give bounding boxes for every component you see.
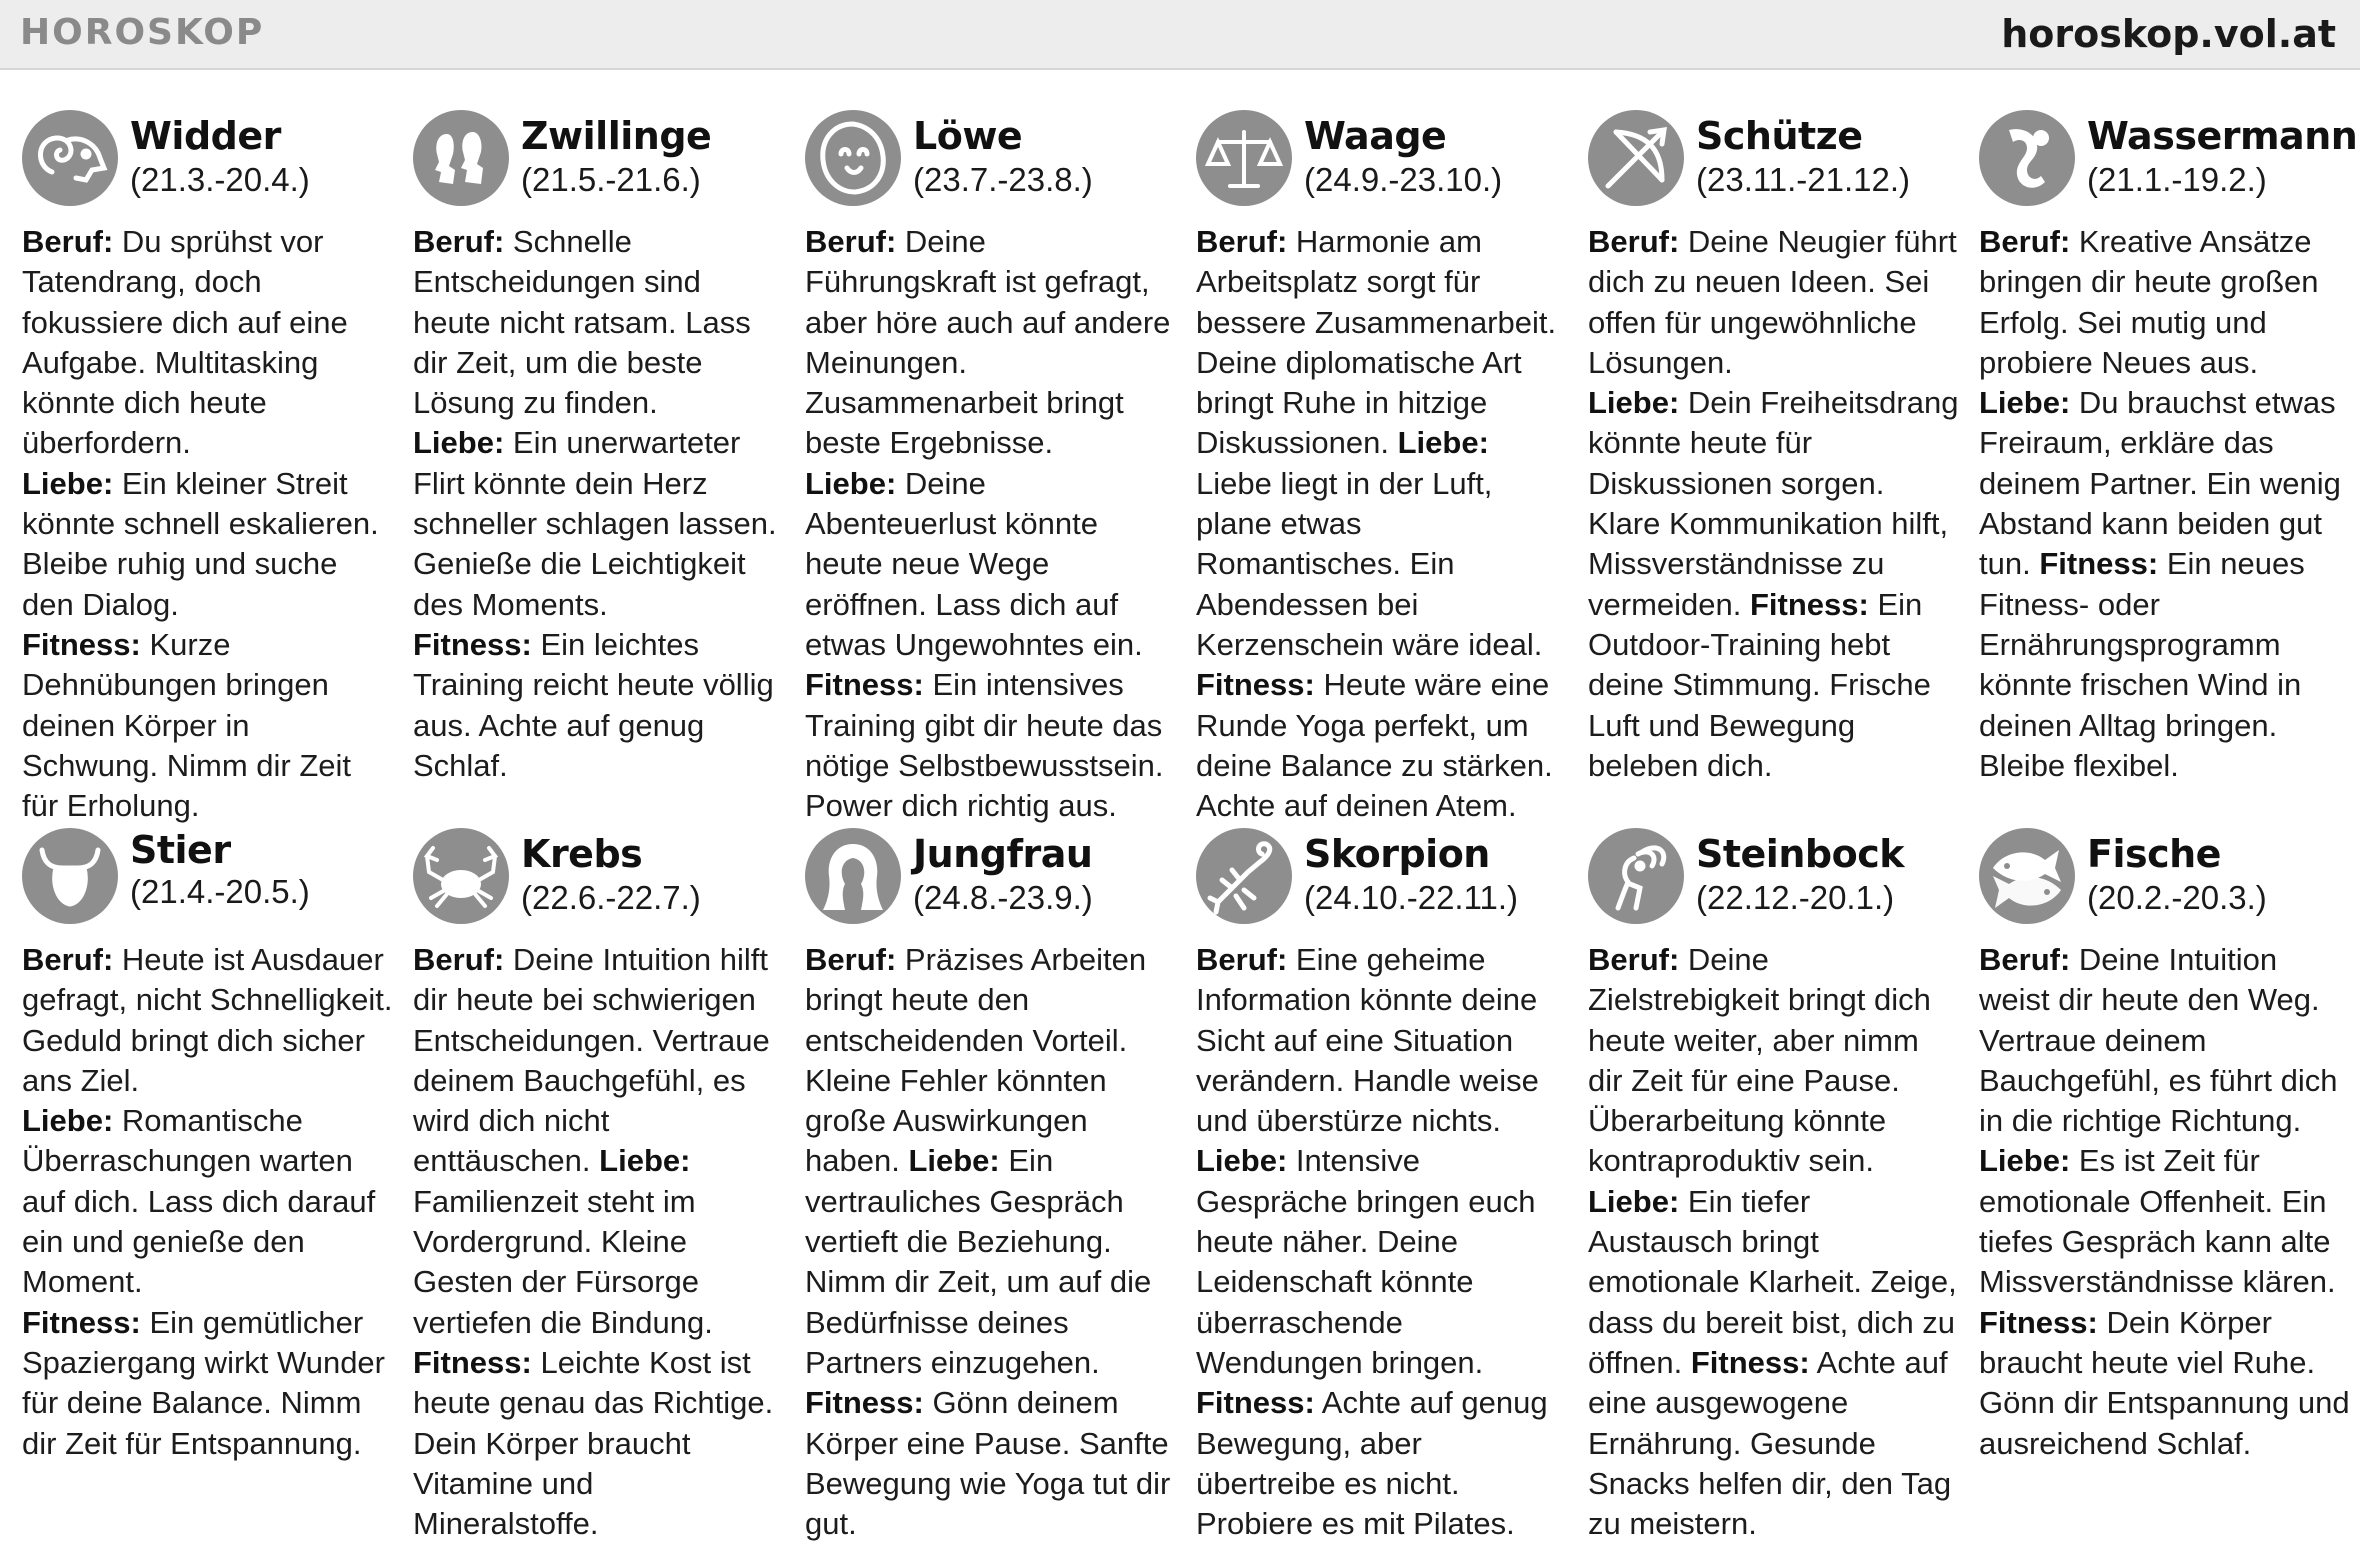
beruf-label: Beruf:	[1588, 942, 1680, 977]
liebe-text: Dein Freiheitsdrang könnte heute für Diskussionen sorgen. Klare Kommunikation hilft, Missverständnisse zu vermeiden.	[1588, 385, 1959, 622]
beruf-label: Beruf:	[1588, 224, 1680, 259]
beruf-label: Beruf:	[1196, 224, 1288, 259]
sign-name: Fische	[2087, 832, 2221, 876]
horoscope-grid	[0, 68, 2360, 1542]
sign-name: Stier	[130, 828, 231, 872]
liebe-label: Liebe:	[413, 425, 505, 461]
sign-text	[1588, 940, 1960, 1544]
fitness-text: Ein intensives Training gibt dir heute das nötige Selbstbewusstsein. Power dich richtig aus.	[805, 667, 1164, 824]
sign-name: Jungfrau	[913, 832, 1093, 876]
liebe-label: Liebe:	[1588, 385, 1680, 421]
beruf-text: Harmonie am Arbeitsplatz sorgt für bessere Zusammenarbeit. Deine diplomatische Art bringt Ruhe in hitzige Diskussionen.	[1196, 224, 1557, 461]
fitness-label: Fitness:	[805, 1385, 924, 1421]
sign-name: Löwe	[913, 114, 1023, 158]
fitness-label: Fitness:	[1196, 667, 1315, 703]
sign-dates: (24.10.-22.11.)	[1304, 879, 1519, 916]
liebe-text: Ein unerwarteter Flirt könnte dein Herz schneller schlagen lassen. Genieße die Leichtigkeit des Moments.	[413, 425, 777, 622]
sign-dates: (21.1.-19.2.)	[2087, 161, 2267, 198]
beruf-label: Beruf:	[413, 224, 505, 259]
sign-text	[22, 940, 394, 1464]
liebe-label: Liebe:	[599, 1143, 691, 1179]
fitness-label: Fitness:	[1196, 1385, 1315, 1421]
liebe-label: Liebe:	[805, 465, 897, 501]
fitness-label: Fitness:	[22, 1304, 141, 1340]
liebe-label: Liebe:	[22, 465, 114, 501]
header-bar	[0, 0, 2360, 70]
sign-name: Wassermann	[2087, 114, 2358, 158]
beruf-label: Beruf:	[805, 224, 897, 259]
twins-icon	[413, 110, 509, 206]
sign-name: Krebs	[521, 832, 643, 876]
fitness-label: Fitness:	[413, 1344, 532, 1380]
sign-text	[1588, 222, 1960, 786]
sign-dates: (20.2.-20.3.)	[2087, 879, 2267, 916]
beruf-text: Deine Intuition hilft dir heute bei schwierigen Entscheidungen. Vertraue deinem Bauchgefühl, es wird dich nicht enttäuschen.	[413, 942, 770, 1179]
fitness-text: Ein Outdoor-Training hebt deine Stimmung. Frische Luft und Bewegung beleben dich.	[1588, 586, 1931, 783]
fitness-text: Ein gemütlicher Spaziergang wirkt Wunder für deine Balance. Nimm dir Zeit für Entspannung.	[22, 1304, 385, 1461]
sign-dates: (23.7.-23.8.)	[913, 161, 1093, 198]
crab-icon	[413, 828, 509, 924]
liebe-label: Liebe:	[1196, 1143, 1288, 1179]
sign-text	[805, 222, 1177, 826]
liebe-label: Liebe:	[1397, 425, 1489, 461]
sign-text	[1979, 222, 2351, 786]
sign-text	[1196, 940, 1568, 1544]
sign-dates: (21.3.-20.4.)	[130, 161, 310, 198]
liebe-text: Du brauchst etwas Freiraum, erkläre das deinem Partner. Ein wenig Abstand kann beiden gut tun.	[1979, 385, 2341, 582]
fitness-text: Achte auf genug Bewegung, aber übertreibe es nicht. Probiere es mit Pilates.	[1196, 1385, 1548, 1542]
beruf-text: Kreative Ansätze bringen dir heute großen Erfolg. Sei mutig und probiere Neues aus.	[1979, 224, 2319, 380]
beruf-label: Beruf:	[413, 942, 505, 977]
water-bearer-icon	[1979, 110, 2075, 206]
sign-dates: (22.6.-22.7.)	[521, 879, 701, 916]
section-title: HOROSKOP	[20, 12, 265, 53]
fitness-text: Gönn deinem Körper eine Pause. Sanfte Bewegung wie Yoga tut dir gut.	[805, 1385, 1171, 1542]
fitness-text: Kurze Dehnübungen bringen deinen Körper in Schwung. Nimm dir Zeit für Erholung.	[22, 626, 352, 824]
beruf-text: Präzises Arbeiten bringt heute den entscheidenden Vorteil. Kleine Fehler könnten große Auswirkungen haben.	[805, 942, 1147, 1179]
sign-name: Waage	[1304, 114, 1447, 158]
liebe-text: Es ist Zeit für emotionale Offenheit. Ein tiefes Gespräch kann alte Missverständnisse klären.	[1979, 1143, 2336, 1300]
fitness-text: Ein neues Fitness- oder Ernährungsprogramm könnte frischen Wind in deinen Alltag bringen. Bleibe flexibel.	[1979, 546, 2305, 783]
fish-icon	[1979, 828, 2075, 924]
beruf-label: Beruf:	[805, 942, 897, 977]
scorpion-icon	[1196, 828, 1292, 924]
ram-icon	[22, 110, 118, 206]
bull-icon	[22, 828, 118, 924]
liebe-text: Intensive Gespräche bringen euch heute näher. Deine Leidenschaft könnte überraschende Wendungen bringen.	[1196, 1143, 1536, 1380]
liebe-text: Ein vertrauliches Gespräch vertieft die Beziehung. Nimm dir Zeit, um auf die Bedürfnisse deines Partners einzugehen.	[805, 1143, 1152, 1380]
fitness-text: Leichte Kost ist heute genau das Richtige. Dein Körper braucht Vitamine und Mineralstoffe.	[413, 1344, 774, 1542]
sign-dates: (21.4.-20.5.)	[130, 873, 310, 910]
beruf-label: Beruf:	[22, 224, 114, 259]
beruf-text: Deine Neugier führt dich zu neuen Ideen. Sei offen für ungewöhnliche Lösungen.	[1588, 224, 1957, 380]
liebe-text: Ein tiefer Austausch bringt emotionale Klarheit. Zeige, dass du bereit bist, dich zu öffnen.	[1588, 1183, 1957, 1380]
liebe-text: Liebe liegt in der Luft, plane etwas Romantisches. Ein Abendessen bei Kerzenschein wäre ideal.	[1196, 465, 1543, 662]
fitness-label: Fitness:	[413, 626, 532, 662]
beruf-text: Deine Zielstrebigkeit bringt dich heute weiter, aber nimm dir Zeit für eine Pause. Überarbeitung könnte kontraproduktiv sein.	[1588, 942, 1931, 1179]
liebe-text: Familienzeit steht im Vordergrund. Kleine Gesten der Fürsorge vertiefen die Bindung.	[413, 1183, 713, 1340]
sign-text	[413, 940, 785, 1544]
liebe-text: Romantische Überraschungen warten auf dich. Lass dich darauf ein und genieße den Moment.	[22, 1103, 376, 1300]
beruf-label: Beruf:	[22, 942, 114, 977]
fitness-text: Heute wäre eine Runde Yoga perfekt, um deine Balance zu stärken. Achte auf deinen Atem.	[1196, 667, 1553, 824]
sign-name: Zwillinge	[521, 114, 712, 158]
beruf-text: Deine Intuition weist dir heute den Weg. Vertraue deinem Bauchgefühl, es führt dich in die richtige Richtung.	[1979, 942, 2338, 1139]
fitness-text: Ein leichtes Training reicht heute völlig aus. Achte auf genug Schlaf.	[413, 626, 774, 783]
liebe-label: Liebe:	[1979, 1143, 2071, 1179]
sign-text	[413, 222, 785, 786]
beruf-text: Du sprühst vor Tatendrang, doch fokussiere dich auf eine Aufgabe. Multitasking könnte dich heute überfordern.	[22, 224, 348, 461]
scales-icon	[1196, 110, 1292, 206]
sign-text	[805, 940, 1177, 1544]
sign-dates: (24.9.-23.10.)	[1304, 161, 1503, 198]
sign-dates: (22.12.-20.1.)	[1696, 879, 1895, 916]
sign-name: Schütze	[1696, 114, 1863, 158]
fitness-label: Fitness:	[1749, 586, 1869, 622]
lion-icon	[805, 110, 901, 206]
beruf-text: Schnelle Entscheidungen sind heute nicht ratsam. Lass dir Zeit, um die beste Lösung zu finden.	[413, 224, 751, 421]
fitness-label: Fitness:	[805, 667, 924, 703]
liebe-label: Liebe:	[22, 1103, 114, 1139]
beruf-label: Beruf:	[1979, 942, 2071, 977]
capricorn-icon	[1588, 828, 1684, 924]
fitness-label: Fitness:	[1690, 1344, 1810, 1380]
liebe-label: Liebe:	[1979, 385, 2071, 421]
sign-dates: (21.5.-21.6.)	[521, 161, 701, 198]
liebe-label: Liebe:	[1588, 1183, 1680, 1219]
sign-dates: (23.11.-21.12.)	[1696, 161, 1911, 198]
liebe-text: Ein kleiner Streit könnte schnell eskalieren. Bleibe ruhig und suche den Dialog.	[22, 465, 379, 622]
bow-arrow-icon	[1588, 110, 1684, 206]
sign-text	[1979, 940, 2351, 1464]
virgin-icon	[805, 828, 901, 924]
liebe-text: Deine Abenteuerlust könnte heute neue Wege eröffnen. Lass dich auf etwas Ungewohntes ein.	[805, 465, 1143, 662]
beruf-text: Deine Führungskraft ist gefragt, aber höre auch auf andere Meinungen. Zusammenarbeit bringt beste Ergebnisse.	[805, 224, 1171, 461]
site-link[interactable]: horoskop.vol.at	[2001, 12, 2336, 56]
fitness-label: Fitness:	[22, 626, 141, 662]
fitness-text: Achte auf eine ausgewogene Ernährung. Gesunde Snacks helfen dir, den Tag zu meistern.	[1588, 1344, 1952, 1542]
beruf-label: Beruf:	[1196, 942, 1288, 977]
fitness-label: Fitness:	[1979, 1304, 2098, 1340]
sign-name: Widder	[130, 114, 281, 158]
sign-name: Skorpion	[1304, 832, 1490, 876]
sign-text	[1196, 222, 1568, 826]
beruf-text: Eine geheime Information könnte deine Sicht auf eine Situation verändern. Handle weise und überstürze nichts.	[1196, 942, 1539, 1139]
fitness-text: Dein Körper braucht heute viel Ruhe. Gönn dir Entspannung und ausreichend Schlaf.	[1979, 1304, 2350, 1461]
sign-dates: (24.8.-23.9.)	[913, 879, 1093, 916]
beruf-text: Heute ist Ausdauer gefragt, nicht Schnelligkeit. Geduld bringt dich sicher ans Ziel.	[22, 942, 393, 1098]
liebe-label: Liebe:	[908, 1143, 1000, 1179]
fitness-label: Fitness:	[2039, 546, 2159, 582]
sign-name: Steinbock	[1696, 832, 1904, 876]
sign-text	[22, 222, 394, 826]
beruf-label: Beruf:	[1979, 224, 2071, 259]
